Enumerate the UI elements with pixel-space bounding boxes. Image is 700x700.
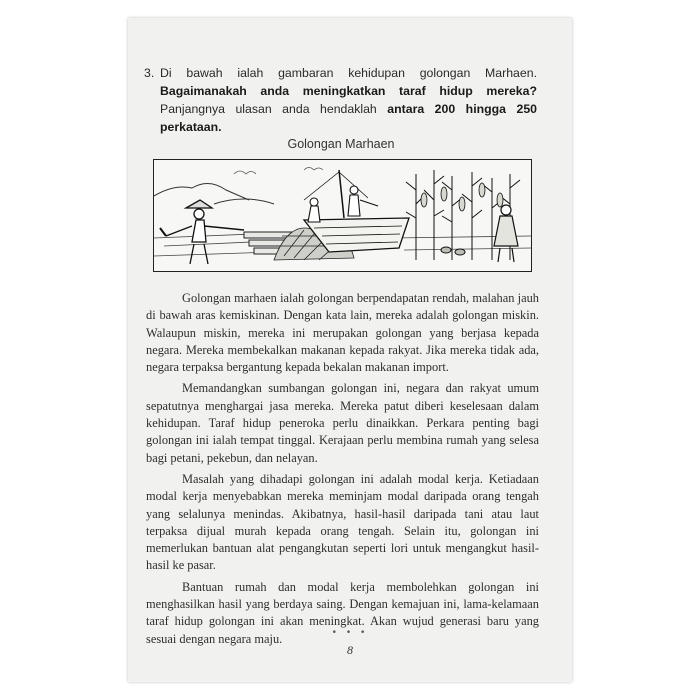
page-number: 8 — [347, 643, 353, 657]
clouds — [234, 168, 323, 175]
baskets — [441, 247, 465, 255]
question-instruction: Panjangnya ulasan anda hendaklah — [160, 102, 377, 116]
question-bold-prompt: Bagaimanakah anda meningkatkan taraf hidup mereka? — [160, 84, 537, 98]
figure-caption: Golongan Marhaen — [287, 137, 395, 151]
marhaen-illustration — [153, 159, 532, 272]
question-block — [145, 64, 537, 136]
essay-body — [146, 290, 539, 652]
footer-ornament: • • • — [331, 628, 369, 638]
corn-cobs — [421, 183, 503, 211]
essay-paragraph: Golongan marhaen ialah golongan berpendapatan rendah, malahan jauh di bawah aras kemiskinan. Dengan kata lain, mereka adalah golongan miskin. Walaupun miskin, mereka ini merupakan golongan yang berjasa kepada negara. Mereka membekalkan makanan kepada rakyat. Jika mereka tidak ada, negara terpaksa bergantung kepada bekalan makanan import. — [146, 291, 539, 375]
question-word-range: antara 200 hingga 250 perkataan. — [160, 102, 537, 134]
essay-paragraph: Bantuan rumah dan modal kerja membolehkan golongan ini menghasilkan hasil yang berdaya saing. Dengan kemajuan ini, lama-kelamaan taraf hidup golongan ini akan meningkat. Akan wujud generasi baru yang sesuai dengan negara maju. — [146, 579, 539, 646]
essay-paragraph: Memandangkan sumbangan golongan ini, negara dan rakyat umum sepatutnya menghargai jasa mereka. Mereka patut diberi keselesaan dalam kehidupan. Taraf hidup peneroka perlu dinaikkan. Perkara penting bagi golongan ini ialah tempat tinggal. Kerajaan perlu membina rumah yang selesa bagi petani, pekebun, dan nelayan. — [146, 381, 539, 465]
essay-paragraph: Masalah yang dihadapi golongan ini adalah modal kerja. Ketiadaan modal kerja menyebabkan mereka meminjam modal daripada orang tengah yang selalunya menindas. Akibatnya, hasil-hasil daripada tani atau laut terpaksa dijual murah kepada orang tengah. Selain itu, golongan ini memerlukan bantuan alat pengangkutan seperti lori untuk mengangkut hasil-hasil ke pasar. — [146, 471, 539, 573]
mountains — [154, 183, 274, 204]
field-worker-figure — [494, 205, 518, 262]
question-number: 3. — [144, 66, 155, 80]
question-intro: Di bawah ialah gambaran kehidupan golongan Marhaen. — [160, 66, 537, 80]
